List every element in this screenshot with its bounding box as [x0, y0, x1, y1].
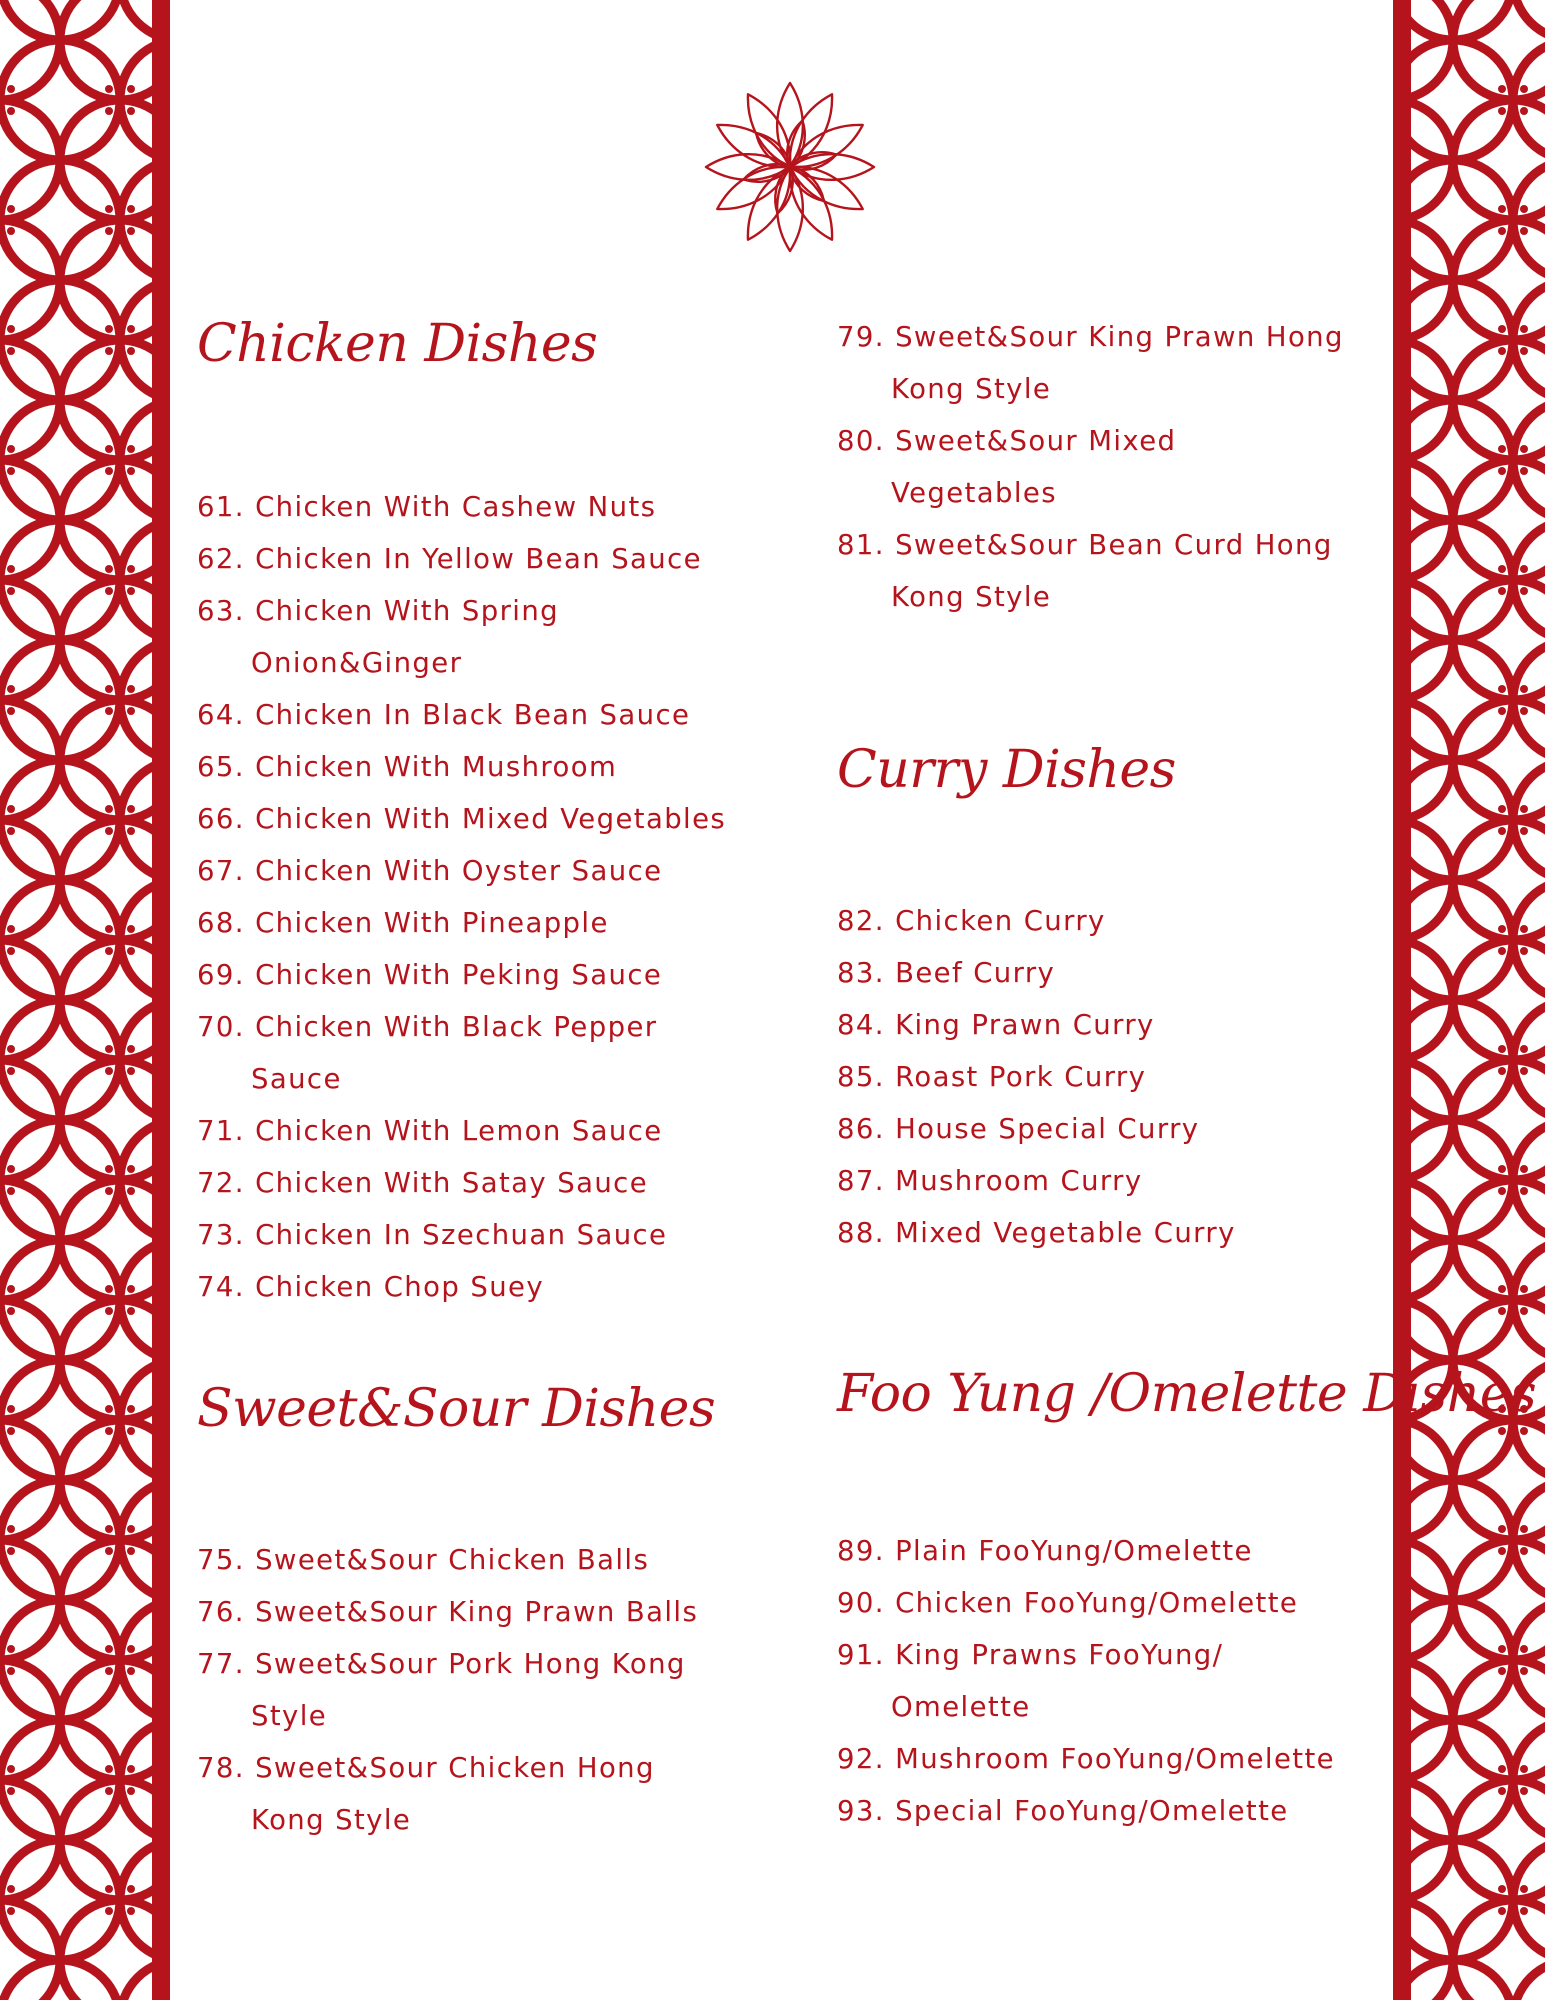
menu-item-text: 85. Roast Pork Curry: [837, 1061, 1147, 1093]
menu-item: [197, 1742, 777, 1846]
menu-item: [197, 533, 777, 585]
menu-item-text: 75. Sweet&Sour Chicken Balls: [197, 1544, 650, 1576]
menu-item-text: 92. Mushroom FooYung/Omelette: [837, 1743, 1335, 1775]
menu-item: [837, 1629, 1377, 1733]
menu-item-text: 90. Chicken FooYung/Omelette: [837, 1587, 1299, 1619]
menu-item-text: 63. Chicken With Spring: [197, 595, 560, 627]
menu-item: [837, 1207, 1377, 1259]
menu-item: [837, 1155, 1377, 1207]
menu-item-text-continued: Vegetables: [891, 477, 1057, 509]
circle-pattern-left: [0, 0, 170, 2000]
menu-item: [197, 1157, 777, 1209]
section-title-sweetsour: Sweet&Sour Dishes: [197, 1379, 716, 1439]
menu-item-text-continued: Sauce: [251, 1063, 342, 1095]
left-border-pattern: [0, 0, 170, 2000]
menu-item-text: 86. House Special Curry: [837, 1113, 1200, 1145]
dish-list-fooyung: [837, 1525, 1377, 1837]
menu-item-text: 67. Chicken With Oyster Sauce: [197, 855, 663, 887]
menu-item-text-continued: Omelette: [891, 1691, 1031, 1723]
menu-item: [837, 1103, 1377, 1155]
menu-item: [197, 1001, 777, 1105]
menu-item: [197, 481, 777, 533]
menu-item-text: 91. King Prawns FooYung/: [837, 1639, 1224, 1671]
menu-item-text: 77. Sweet&Sour Pork Hong Kong: [197, 1648, 686, 1680]
menu-item: [197, 1534, 777, 1586]
menu-item-text-continued: Kong Style: [891, 373, 1052, 405]
right-border-pattern: [1393, 0, 1545, 2000]
menu-item-text: 80. Sweet&Sour Mixed: [837, 425, 1177, 457]
menu-item-text: 78. Sweet&Sour Chicken Hong: [197, 1752, 655, 1784]
dish-list-chicken: [197, 481, 777, 1313]
section-title-curry: Curry Dishes: [837, 740, 1176, 800]
circle-pattern-right: [1393, 0, 1545, 2000]
menu-item-text-continued: Style: [251, 1700, 328, 1732]
menu-item-text: 83. Beef Curry: [837, 957, 1056, 989]
menu-item-text: 69. Chicken With Peking Sauce: [197, 959, 663, 991]
dish-list-sweetsour-continued: [837, 311, 1377, 623]
menu-item: [197, 897, 777, 949]
menu-item: [837, 1051, 1377, 1103]
menu-item: [197, 1209, 777, 1261]
menu-item: [837, 519, 1377, 623]
menu-item: [197, 1105, 777, 1157]
menu-item-text: 81. Sweet&Sour Bean Curd Hong: [837, 529, 1333, 561]
menu-item-text: 72. Chicken With Satay Sauce: [197, 1167, 649, 1199]
dish-list-curry: [837, 895, 1377, 1259]
menu-item: [837, 1577, 1377, 1629]
menu-item-text-continued: Kong Style: [891, 581, 1052, 613]
menu-item-text: 61. Chicken With Cashew Nuts: [197, 491, 657, 523]
section-title-fooyung: Foo Yung /Omelette Dishes: [837, 1364, 1537, 1424]
menu-item-text: 74. Chicken Chop Suey: [197, 1271, 545, 1303]
menu-item-text-continued: Kong Style: [251, 1804, 412, 1836]
menu-item-text: 88. Mixed Vegetable Curry: [837, 1217, 1236, 1249]
menu-item: [837, 311, 1377, 415]
menu-item-text: 76. Sweet&Sour King Prawn Balls: [197, 1596, 699, 1628]
menu-item: [197, 585, 777, 689]
menu-item: [197, 1261, 777, 1313]
menu-item-text: 89. Plain FooYung/Omelette: [837, 1535, 1253, 1567]
menu-item: [197, 1638, 777, 1742]
menu-item: [197, 793, 777, 845]
menu-item-text: 71. Chicken With Lemon Sauce: [197, 1115, 663, 1147]
menu-item: [197, 1586, 777, 1638]
menu-item-text: 62. Chicken In Yellow Bean Sauce: [197, 543, 702, 575]
lotus-flower-icon: [703, 80, 877, 254]
menu-item: [837, 999, 1377, 1051]
menu-item-text-continued: Onion&Ginger: [251, 647, 463, 679]
menu-item-text: 64. Chicken In Black Bean Sauce: [197, 699, 691, 731]
menu-item-text: 82. Chicken Curry: [837, 905, 1106, 937]
menu-item: [837, 1525, 1377, 1577]
menu-item-text: 68. Chicken With Pineapple: [197, 907, 609, 939]
section-title-chicken: Chicken Dishes: [197, 314, 598, 374]
menu-item: [837, 1733, 1377, 1785]
menu-item-text: 84. King Prawn Curry: [837, 1009, 1155, 1041]
menu-item: [837, 1785, 1377, 1837]
menu-item-text: 66. Chicken With Mixed Vegetables: [197, 803, 727, 835]
menu-item: [197, 949, 777, 1001]
menu-item: [197, 741, 777, 793]
menu-item: [197, 845, 777, 897]
menu-item: [837, 947, 1377, 999]
menu-item-text: 87. Mushroom Curry: [837, 1165, 1143, 1197]
menu-item-text: 93. Special FooYung/Omelette: [837, 1795, 1289, 1827]
menu-item: [837, 895, 1377, 947]
menu-item-text: 65. Chicken With Mushroom: [197, 751, 618, 783]
menu-item-text: 70. Chicken With Black Pepper: [197, 1011, 658, 1043]
menu-item-text: 73. Chicken In Szechuan Sauce: [197, 1219, 668, 1251]
menu-item: [837, 415, 1377, 519]
menu-item-text: 79. Sweet&Sour King Prawn Hong: [837, 321, 1344, 353]
menu-item: [197, 689, 777, 741]
dish-list-sweetsour: [197, 1534, 777, 1846]
